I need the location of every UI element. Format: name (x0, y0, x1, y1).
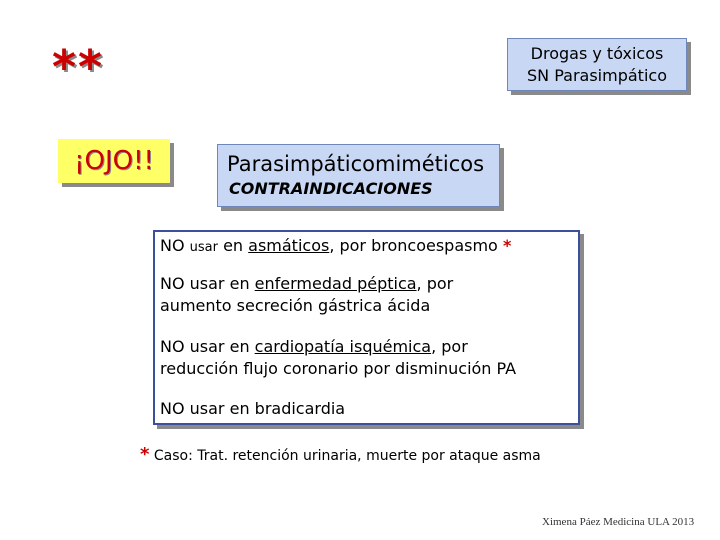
slide-title-box (507, 38, 687, 91)
item-text: , por (416, 274, 454, 293)
footer-credit: Ximena Páez Medicina ULA 2013 (542, 516, 695, 528)
item-text: usar (189, 240, 218, 255)
item-text: , por broncoespasmo (329, 236, 503, 255)
item-underlined-term: cardiopatía isquémica (254, 337, 432, 356)
section-heading: Parasimpáticomiméticos (227, 152, 485, 176)
section-subheading: CONTRAINDICACIONES (229, 179, 433, 198)
footnote-asterisk: * (502, 236, 512, 255)
item-text: NO usar en (160, 337, 255, 356)
item-underlined-term: enfermedad péptica (254, 274, 417, 293)
item-text: en (217, 236, 249, 255)
list-item-ischemic (160, 336, 516, 380)
case-note (140, 445, 541, 466)
warning-label: ¡OJO!! (58, 139, 170, 183)
item-text: NO usar en (160, 274, 255, 293)
slide-title-line2: SN Parasimpático (527, 66, 667, 85)
list-item-peptic (160, 273, 453, 317)
double-asterisk-mark: ** (52, 40, 105, 94)
case-note-text: Caso: Trat. retención urinaria, muerte por ataque asma (149, 448, 541, 464)
slide-title-line1: Drogas y tóxicos (530, 44, 664, 63)
list-item-asthma (160, 235, 511, 259)
section-header-box (217, 144, 500, 207)
item-text: NO (160, 236, 190, 255)
item-text-line2: reducción flujo coronario por disminución PA (160, 359, 517, 378)
contraindications-list (153, 230, 580, 425)
footnote-asterisk: * (140, 444, 150, 465)
item-text: , por (431, 337, 468, 356)
list-item-bradycardia: NO usar en bradicardia (160, 399, 346, 418)
item-text-line2: aumento secreción gástrica ácida (160, 296, 431, 315)
item-underlined-term: asmáticos (248, 236, 330, 255)
